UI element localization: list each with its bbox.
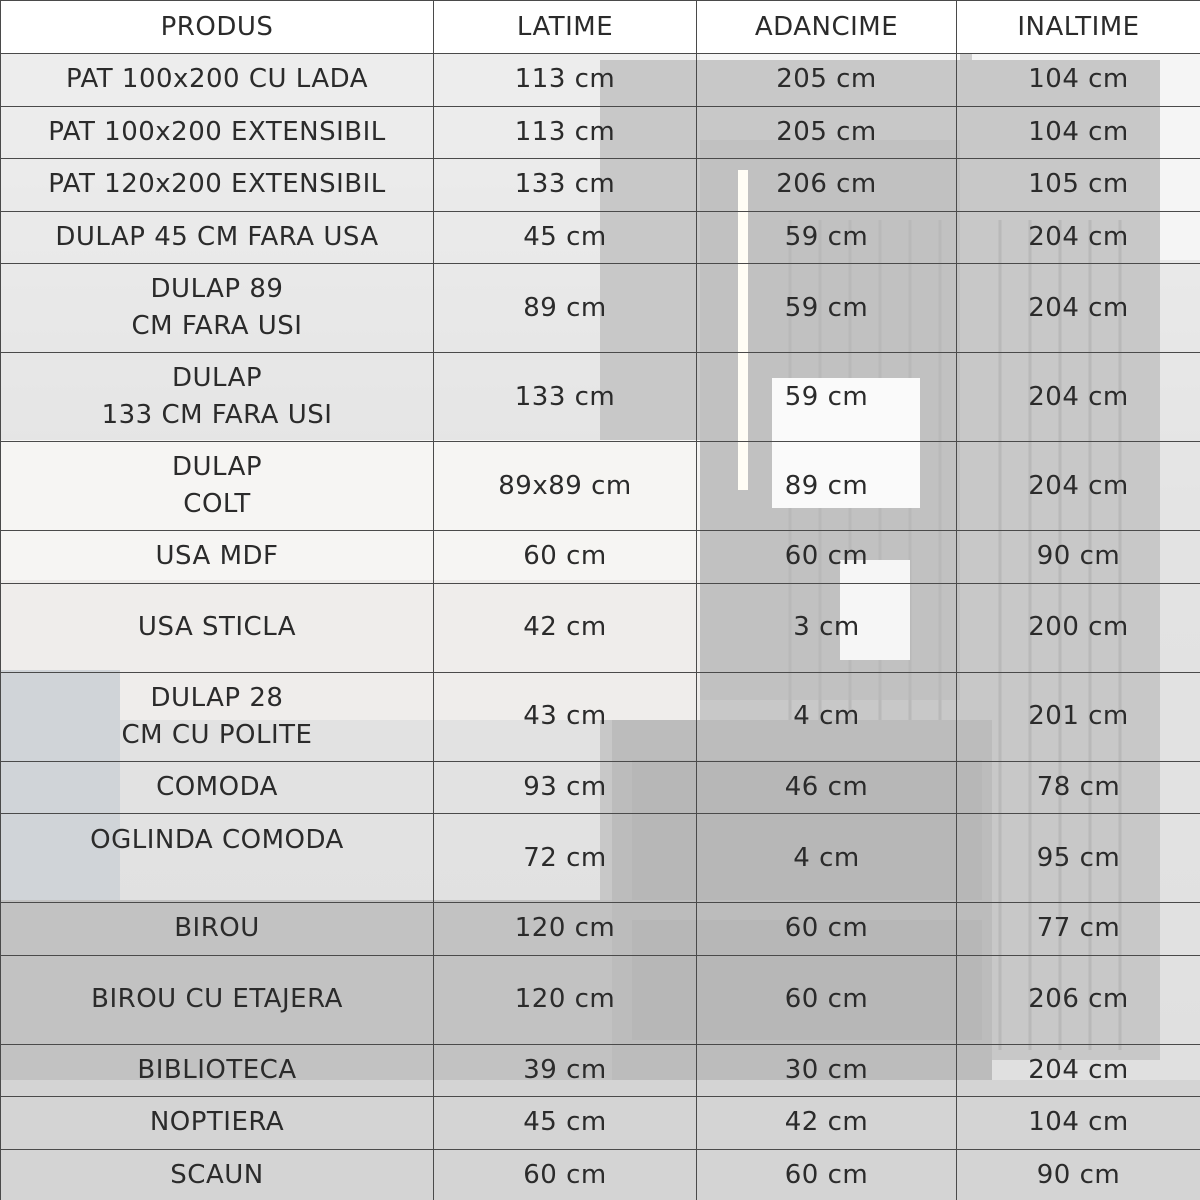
cell-adancime: 4 cm [697, 672, 957, 761]
cell-inaltime: 104 cm [957, 1097, 1200, 1150]
cell-produs: BIBLIOTECA [1, 1044, 434, 1097]
cell-adancime: 206 cm [697, 159, 957, 212]
cell-adancime: 89 cm [697, 442, 957, 531]
table-row [1, 1097, 1200, 1150]
cell-produs [1, 264, 434, 353]
table-row [1, 159, 1200, 212]
cell-produs: COMODA [1, 761, 434, 814]
cell-adancime: 59 cm [697, 264, 957, 353]
cell-inaltime: 204 cm [957, 442, 1200, 531]
cell-inaltime: 204 cm [957, 211, 1200, 264]
cell-adancime: 3 cm [697, 583, 957, 672]
cell-produs: DULAP 45 CM FARA USA [1, 211, 434, 264]
cell-adancime: 60 cm [697, 531, 957, 584]
cell-latime: 72 cm [434, 814, 697, 903]
table-row [1, 211, 1200, 264]
produs-line: CM CU POLITE [121, 719, 313, 750]
cell-produs [1, 442, 434, 531]
cell-adancime: 205 cm [697, 106, 957, 159]
cell-adancime: 4 cm [697, 814, 957, 903]
cell-adancime: 42 cm [697, 1097, 957, 1150]
cell-produs: PAT 100x200 CU LADA [1, 54, 434, 107]
table-row [1, 761, 1200, 814]
table-row [1, 903, 1200, 956]
cell-produs: BIROU [1, 903, 434, 956]
cell-inaltime: 204 cm [957, 264, 1200, 353]
produs-line: 133 CM FARA USI [101, 400, 333, 430]
cell-produs: PAT 100x200 EXTENSIBIL [1, 106, 434, 159]
table-row [1, 814, 1200, 903]
table-row [1, 672, 1200, 761]
table-row [1, 353, 1200, 442]
cell-inaltime: 95 cm [957, 814, 1200, 903]
header-row [1, 1, 1200, 54]
cell-adancime: 46 cm [697, 761, 957, 814]
cell-adancime: 30 cm [697, 1044, 957, 1097]
cell-adancime: 60 cm [697, 955, 957, 1044]
cell-produs: PAT 120x200 EXTENSIBIL [1, 159, 434, 212]
cell-latime: 45 cm [434, 1097, 697, 1150]
cell-latime: 120 cm [434, 955, 697, 1044]
produs-line: DULAP 89 [150, 274, 284, 304]
cell-inaltime: 77 cm [957, 903, 1200, 956]
header-latime: LATIME [434, 1, 697, 54]
table-row [1, 106, 1200, 159]
cell-produs: SCAUN [1, 1149, 434, 1200]
cell-latime: 42 cm [434, 583, 697, 672]
cell-produs: USA MDF [1, 531, 434, 584]
table-row [1, 54, 1200, 107]
cell-adancime: 59 cm [697, 211, 957, 264]
produs-line: DULAP [171, 363, 263, 393]
cell-latime: 120 cm [434, 903, 697, 956]
cell-produs: USA STICLA [1, 583, 434, 672]
cell-latime: 113 cm [434, 106, 697, 159]
cell-latime: 60 cm [434, 531, 697, 584]
cell-latime: 89 cm [434, 264, 697, 353]
cell-inaltime: 206 cm [957, 955, 1200, 1044]
cell-latime: 45 cm [434, 211, 697, 264]
cell-inaltime: 105 cm [957, 159, 1200, 212]
table-row [1, 583, 1200, 672]
cell-inaltime: 90 cm [957, 531, 1200, 584]
cell-latime: 39 cm [434, 1044, 697, 1097]
cell-adancime: 60 cm [697, 1149, 957, 1200]
header-produs: PRODUS [1, 1, 434, 54]
produs-line: COLT [183, 489, 251, 519]
cell-produs: BIROU CU ETAJERA [1, 955, 434, 1044]
cell-inaltime: 201 cm [957, 672, 1200, 761]
table-row [1, 442, 1200, 531]
cell-adancime: 60 cm [697, 903, 957, 956]
table-row [1, 531, 1200, 584]
cell-produs: OGLINDA COMODA [1, 814, 434, 903]
produs-line: DULAP 28 [150, 682, 284, 713]
cell-adancime: 205 cm [697, 54, 957, 107]
cell-produs: NOPTIERA [1, 1097, 434, 1150]
cell-latime: 133 cm [434, 159, 697, 212]
cell-produs [1, 353, 434, 442]
cell-adancime: 59 cm [697, 353, 957, 442]
cell-latime: 113 cm [434, 54, 697, 107]
cell-inaltime: 78 cm [957, 761, 1200, 814]
cell-inaltime: 104 cm [957, 106, 1200, 159]
cell-inaltime: 204 cm [957, 353, 1200, 442]
produs-line: CM FARA USI [131, 311, 303, 341]
cell-produs [1, 672, 434, 761]
cell-latime: 133 cm [434, 353, 697, 442]
table-row [1, 264, 1200, 353]
cell-latime: 89x89 cm [434, 442, 697, 531]
table-row [1, 1044, 1200, 1097]
table-row [1, 1149, 1200, 1200]
cell-inaltime: 104 cm [957, 54, 1200, 107]
header-inaltime: INALTIME [957, 1, 1200, 54]
cell-inaltime: 200 cm [957, 583, 1200, 672]
table-row [1, 955, 1200, 1044]
produs-line: DULAP [171, 452, 263, 482]
cell-latime: 43 cm [434, 672, 697, 761]
header-adancime: ADANCIME [697, 1, 957, 54]
cell-inaltime: 204 cm [957, 1044, 1200, 1097]
cell-latime: 60 cm [434, 1149, 697, 1200]
cell-inaltime: 90 cm [957, 1149, 1200, 1200]
cell-latime: 93 cm [434, 761, 697, 814]
